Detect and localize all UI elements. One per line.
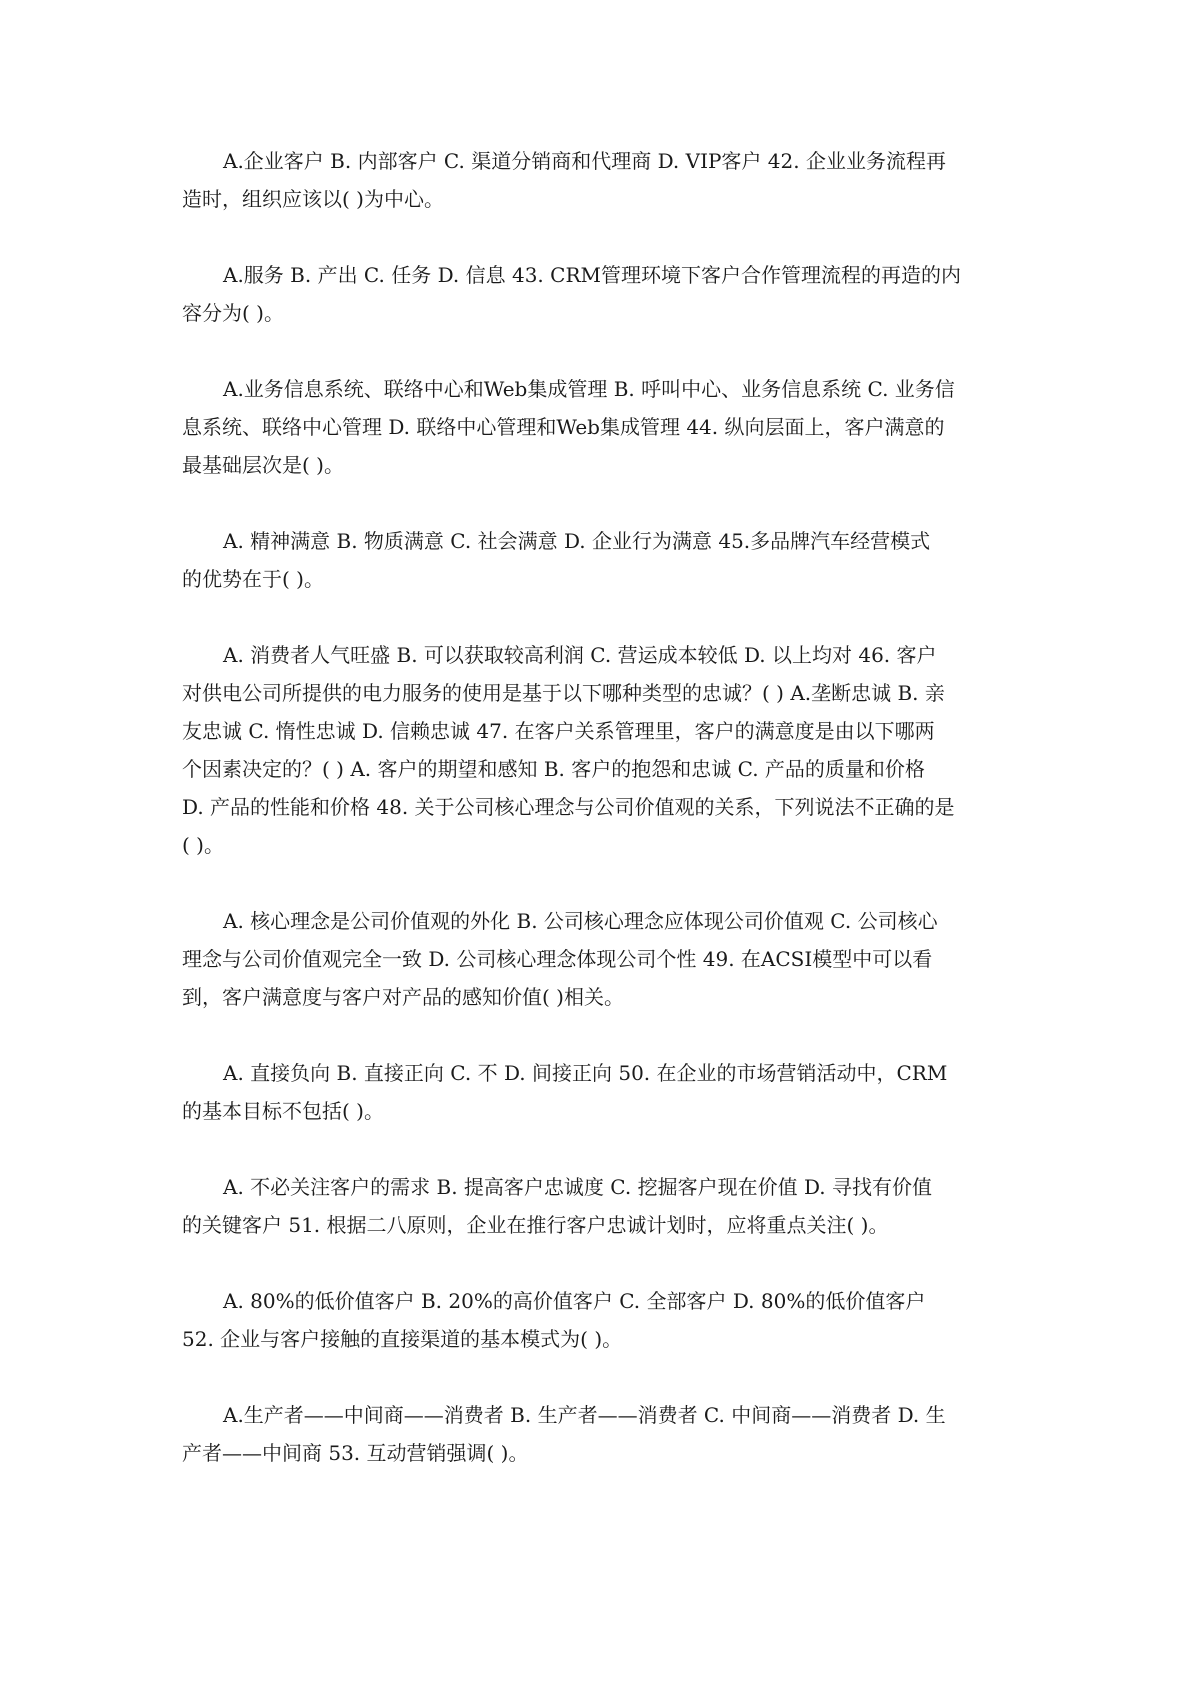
- text-line: A. 消费者人气旺盛 B. 可以获取较高利润 C. 营运成本较低 D. 以上均对 46. 客户: [223, 643, 937, 667]
- text-line: 产者——中间商 53. 互动营销强调( )。: [182, 1441, 529, 1465]
- paragraph: [182, 1054, 1012, 1130]
- paragraph: [182, 902, 1012, 1016]
- paragraph: [182, 256, 1012, 332]
- text-line: D. 产品的性能和价格 48. 关于公司核心理念与公司价值观的关系，下列说法不正确的是: [182, 795, 955, 819]
- text-line: 息系统、联络中心管理 D. 联络中心管理和Web集成管理 44. 纵向层面上，客户满意的: [182, 415, 945, 439]
- text-line: A. 80%的低价值客户 B. 20%的高价值客户 C. 全部客户 D. 80%的低价值客户: [223, 1289, 926, 1313]
- text-line: A. 精神满意 B. 物质满意 C. 社会满意 D. 企业行为满意 45.多品牌汽车经营模式: [223, 529, 931, 553]
- text-line: A. 直接负向 B. 直接正向 C. 不 D. 间接正向 50. 在企业的市场营销活动中，CRM: [223, 1061, 948, 1085]
- text-line: 到，客户满意度与客户对产品的感知价值( )相关。: [182, 985, 624, 1009]
- text-line: A. 不必关注客户的需求 B. 提高客户忠诚度 C. 挖掘客户现在价值 D. 寻找有价值: [223, 1175, 932, 1199]
- text-line: ( )。: [182, 833, 224, 857]
- text-line: A.生产者——中间商——消费者 B. 生产者——消费者 C. 中间商——消费者 D. 生: [223, 1403, 946, 1427]
- text-line: 理念与公司价值观完全一致 D. 公司核心理念体现公司个性 49. 在ACSI模型中可以看: [182, 947, 933, 971]
- document-body: [182, 142, 1012, 1510]
- text-line: 个因素决定的？( ) A. 客户的期望和感知 B. 客户的抱怨和忠诚 C. 产品的质量和价格: [182, 757, 925, 781]
- text-line: A.业务信息系统、联络中心和Web集成管理 B. 呼叫中心、业务信息系统 C. 业务信: [223, 377, 955, 401]
- text-line: 的关键客户 51. 根据二八原则，企业在推行客户忠诚计划时，应将重点关注( )。: [182, 1213, 889, 1237]
- text-line: A. 核心理念是公司价值观的外化 B. 公司核心理念应体现公司价值观 C. 公司核心: [223, 909, 938, 933]
- paragraph: [182, 370, 1012, 484]
- text-line: A.服务 B. 产出 C. 任务 D. 信息 43. CRM管理环境下客户合作管理流程的再造的内: [223, 263, 961, 287]
- paragraph: [182, 142, 1012, 218]
- text-line: 容分为( )。: [182, 301, 284, 325]
- text-line: 友忠诚 C. 惰性忠诚 D. 信赖忠诚 47. 在客户关系管理里，客户的满意度是由以下哪两: [182, 719, 935, 743]
- text-line: 52. 企业与客户接触的直接渠道的基本模式为( )。: [182, 1327, 623, 1351]
- paragraph: [182, 1168, 1012, 1244]
- paragraph: [182, 636, 1012, 864]
- text-line: 最基础层次是( )。: [182, 453, 344, 477]
- paragraph: [182, 522, 1012, 598]
- paragraph: [182, 1282, 1012, 1358]
- text-line: 的优势在于( )。: [182, 567, 324, 591]
- text-line: 造时，组织应该以( )为中心。: [182, 187, 444, 211]
- text-line: 对供电公司所提供的电力服务的使用是基于以下哪种类型的忠诚？( ) A.垄断忠诚 B. 亲: [182, 681, 945, 705]
- text-line: A.企业客户 B. 内部客户 C. 渠道分销商和代理商 D. VIP客户 42. 企业业务流程再: [223, 149, 946, 173]
- paragraph: [182, 1396, 1012, 1472]
- text-line: 的基本目标不包括( )。: [182, 1099, 384, 1123]
